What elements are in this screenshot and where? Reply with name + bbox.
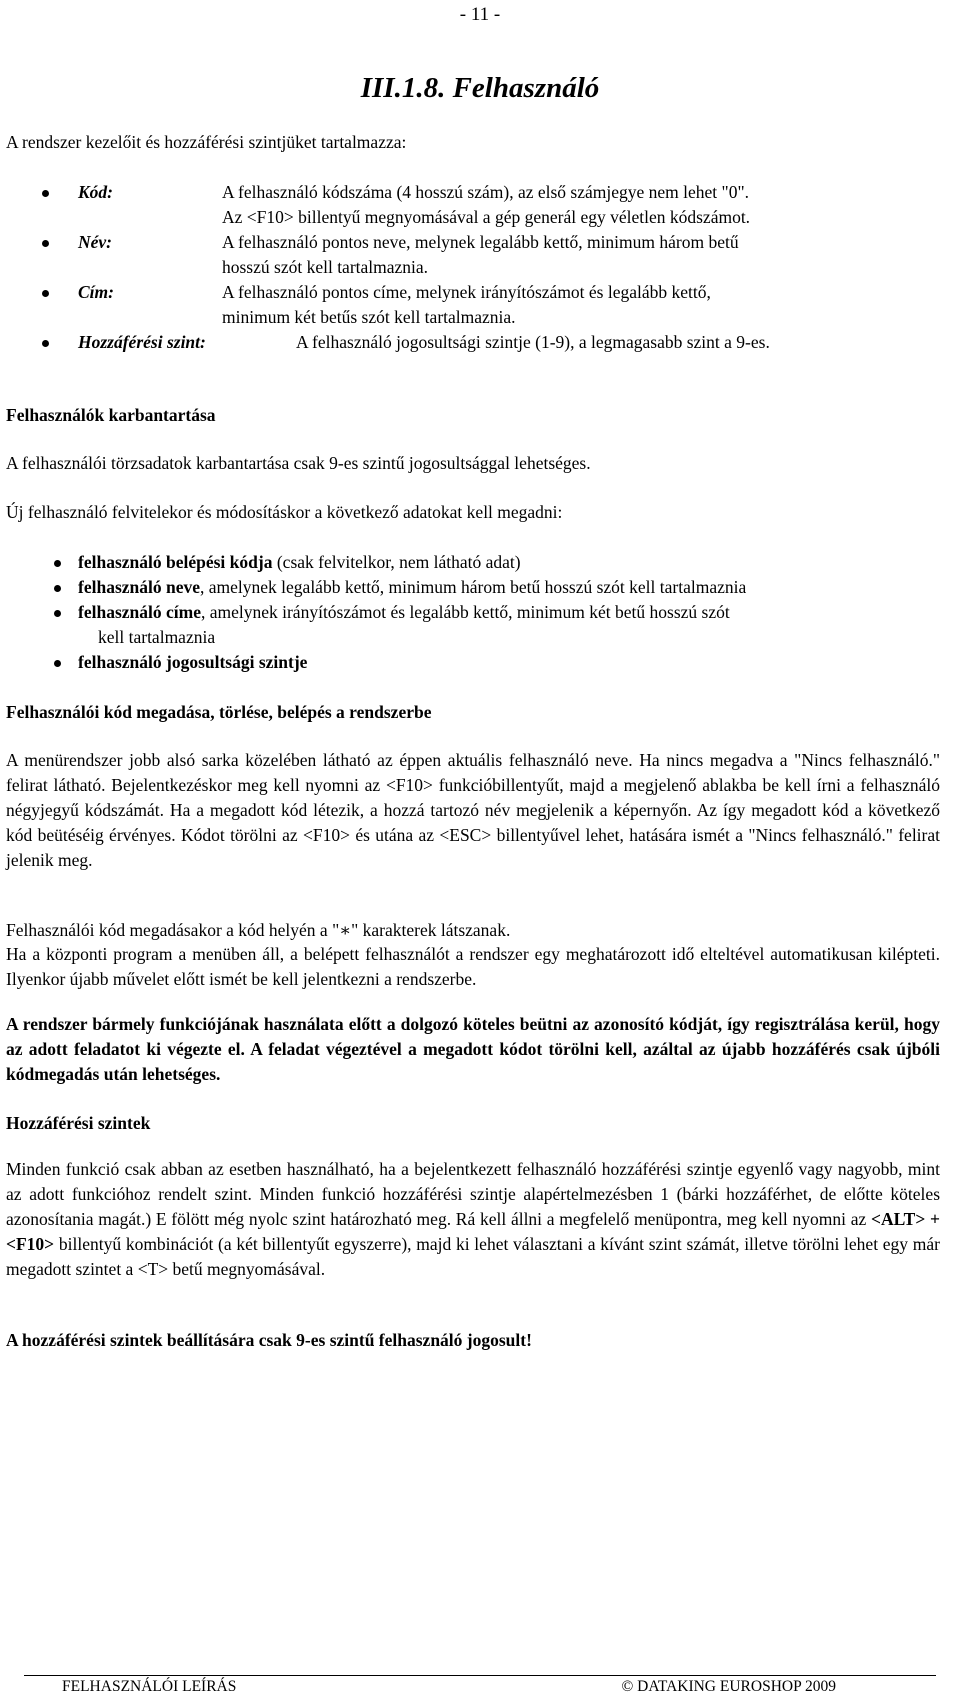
definition-label-nev: Név: (78, 232, 113, 252)
footer-left: FELHASZNÁLÓI LEÍRÁS (62, 1678, 237, 1695)
list-item: felhasználó belépési kódja (csak felvitelkor, nem látható adat) (78, 552, 521, 572)
bullet-icon (54, 585, 61, 592)
bold-paragraph: A hozzáférési szintek beállítására csak 9-es szintű felhasználó jogosult! (6, 1330, 532, 1350)
list-item: felhasználó neve, amelynek legalább kettő, minimum három betű hosszú szót kell tartalmaznia (78, 577, 747, 597)
definition-label-szint: Hozzáférési szint: (78, 332, 206, 352)
paragraph: A felhasználói törzsadatok karbantartása csak 9-es szintű jogosultsággal lehetséges. (6, 453, 591, 473)
section-heading: Hozzáférési szintek (6, 1113, 151, 1133)
footer-divider (24, 1675, 936, 1676)
bullet-icon (54, 560, 61, 567)
bullet-icon (42, 240, 49, 247)
paragraph: Minden funkció csak abban az esetben használható, ha a bejelentkezett felhasználó hozzáférési szintje egyenlő vagy nagyobb, mint az adott funkcióhoz rendelt szint. Minden funkció hozzáférési szintje alapértelmezésben 1 (bárki hozzáférhet, de előtte köteles azonosítania magát.) E fölött még nyolc szint határozható meg. Rá kell állni a megfelelő menüpontra, meg kell nyomni az <ALT> + <F10> billentyű kombinációt (a két billentyűt egyszerre), majd ki lehet választani a kívánt szint számát, illetve törölni lehet egy már megadott szintet a <T> betű megnyomásával. (6, 1159, 941, 1279)
footer-right: © DATAKING EUROSHOP 2009 (621, 1678, 836, 1695)
definition-text: A felhasználó pontos neve, melynek legalább kettő, minimum három betű (222, 232, 739, 252)
bullet-icon (54, 660, 61, 667)
intro-text: A rendszer kezelőit és hozzáférési szintjüket tartalmazza: (6, 132, 407, 152)
definition-label-kod: Kód: (78, 182, 113, 202)
section-heading: Felhasználói kód megadása, törlése, belépés a rendszerbe (6, 702, 432, 722)
definition-text: minimum két betűs szót kell tartalmaznia. (222, 307, 516, 327)
definition-text: A felhasználó kódszáma (4 hosszú szám), az első számjegye nem lehet "0". (222, 182, 749, 202)
list-item-continuation: kell tartalmaznia (98, 627, 216, 647)
bullet-icon (54, 610, 61, 617)
paragraph: Felhasználói kód megadásakor a kód helyén a "∗" karakterek látszanak. (6, 920, 511, 940)
definition-label-cim: Cím: (78, 282, 114, 302)
definition-text: A felhasználó pontos címe, melynek irányítószámot és legalább kettő, (222, 282, 711, 302)
paragraph: Ha a központi program a menüben áll, a belépett felhasználót a rendszer egy meghatározott idő elteltével automatikusan kilépteti. Ilyenkor újabb művelet előtt ismét be kell jelentkezni a rendszerbe. (6, 944, 940, 989)
definition-text: A felhasználó jogosultsági szintje (1-9), a legmagasabb szint a 9-es. (296, 332, 770, 352)
page-number: - 11 - (459, 4, 501, 25)
definition-text: hosszú szót kell tartalmaznia. (222, 257, 429, 277)
paragraph: A menürendszer jobb alsó sarka közelében látható az éppen aktuális felhasználó neve. Ha nincs megadva a "Nincs felhasználó." felirat látható. Bejelentkezéskor meg kell nyomni az <F10> funkcióbillentyűt, majd a megjelenő ablakba be kell írni a felhasználó négyjegyű kódszámát. Ha a megadott kód létezik, a hozzá tartozó név megjelenik a képernyőn. Az így megadott kód a következő kód beütéséig érvényes. Kódot törölni az <F10> és utána az <ESC> billentyűvel lehet, hatására ismét a "Nincs felhasználó." felirat jelenik meg. (6, 750, 940, 870)
section-heading: Felhasználók karbantartása (6, 405, 216, 425)
bullet-icon (42, 290, 49, 297)
list-item: felhasználó címe, amelynek irányítószámot és legalább kettő, minimum két betű hosszú szót (78, 602, 730, 622)
paragraph: Új felhasználó felvitelekor és módosításkor a következő adatokat kell megadni: (6, 502, 563, 522)
list-item: felhasználó jogosultsági szintje (78, 652, 308, 672)
definition-text: Az <F10> billentyű megnyomásával a gép generál egy véletlen kódszámot. (222, 207, 751, 227)
section-title: III.1.8. Felhasználó (360, 72, 600, 104)
bullet-icon (42, 190, 49, 197)
bold-paragraph: A rendszer bármely funkciójának használata előtt a dolgozó köteles beütni az azonosító kódját, így regisztrálása kerül, hogy az adott feladatot ki végezte el. A feladat végeztével a megadott kódot törölni kell, azáltal az újabb hozzáférés csak újbóli kódmegadás után lehetséges. (6, 1014, 940, 1084)
bullet-icon (42, 340, 49, 347)
